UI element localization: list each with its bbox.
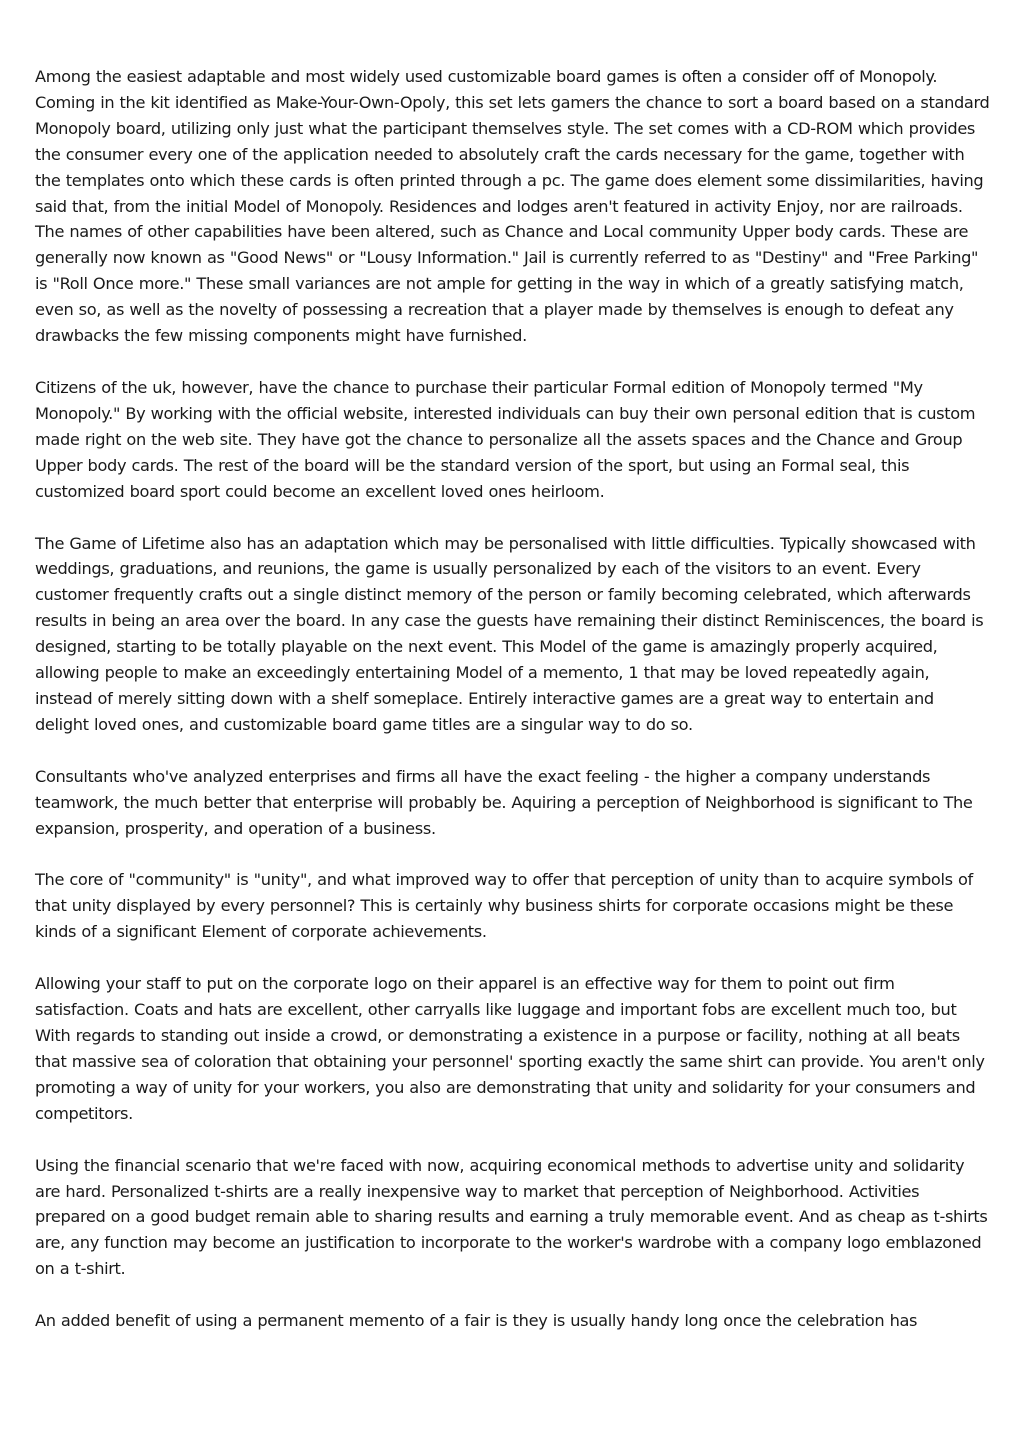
- paragraph-5: The core of "community" is "unity", and what improved way to offer that perception of unity than to acquire symbols of that unity displayed by every personnel? This is certainly why business shirts for corporate occasions might be these kinds of a significant Element of corporate achievements.: [35, 870, 973, 942]
- paragraph-6: Allowing your staff to put on the corporate logo on their apparel is an effective way for them to point out firm satisfaction. Coats and hats are excellent, other carryalls like luggage and important fobs are excellent much too, but With regards to standing out inside a crowd, or demonstrating a existence in a purpose or facility, nothing at all beats that massive sea of coloration that obtaining your personnel' sporting exactly the same shirt can provide. You aren't only promoting a way of unity for your workers, you also are demonstrating that unity and solidarity for your consumers and competitors.: [35, 974, 985, 1123]
- paragraph-2: Citizens of the uk, however, have the chance to purchase their particular Formal edition of Monopoly termed "My Monopoly." By working with the official website, interested individuals can buy their own personal edition that is custom made right on the web site. They have got the chance to personalize all the assets spaces and the Chance and Group Upper body cards. The rest of the board will be the standard version of the sport, but using an Formal seal, this customized board sport could become an excellent loved ones heirloom.: [35, 377, 976, 501]
- document-body: [35, 64, 991, 1360]
- paragraph-3: The Game of Lifetime also has an adaptation which may be personalised with little difficulties. Typically showcased with weddings, graduations, and reunions, the game is usually personalized by each of the visitors to an event. Every customer frequently crafts out a single distinct memory of the person or family becoming celebrated, which afterwards results in being an area over the board. In any case the guests have remaining their distinct Reminiscences, the board is designed, starting to be totally playable on the next event. This Model of the game is amazingly properly acquired, allowing people to make an exceedingly entertaining Model of a memento, 1 that may be loved repeatedly again, instead of merely sitting down with a shelf someplace. Entirely interactive games are a great way to entertain and delight loved ones, and customizable board game titles are a singular way to do so.: [35, 533, 984, 734]
- paragraph-8: An added benefit of using a permanent memento of a fair is they is usually handy long once the celebration has: [35, 1311, 918, 1331]
- paragraph-4: Consultants who've analyzed enterprises and firms all have the exact feeling - the higher a company understands teamwork, the much better that enterprise will probably be. Aquiring a perception of Neighborhood is significant to The expansion, prosperity, and operation of a business.: [35, 766, 973, 838]
- paragraph-1: Among the easiest adaptable and most widely used customizable board games is often a consider off of Monopoly. Coming in the kit identified as Make-Your-Own-Opoly, this set lets gamers the chance to sort a board based on a standard Monopoly board, utilizing only just what the participant themselves style. The set comes with a CD-ROM which provides the consumer every one of the application needed to absolutely craft the cards necessary for the game, together with the templates onto which these cards is often printed through a pc. The game does element some dissimilarities, having said that, from the initial Model of Monopoly. Residences and lodges aren't featured in activity Enjoy, nor are railroads. The names of other capabilities have been altered, such as Chance and Local community Upper body cards. These are generally now known as "Good News" or "Lousy Information." Jail is currently referred to as "Destiny" and "Free Parking" is "Roll Once more." These small variances are not ample for getting in the way in which of a greatly satisfying match, even so, as well as the novelty of possessing a recreation that a player made by themselves is enough to defeat any drawbacks the few missing components might have furnished.: [35, 67, 990, 346]
- paragraph-7: Using the financial scenario that we're faced with now, acquiring economical methods to advertise unity and solidarity are hard. Personalized t-shirts are a really inexpensive way to market that perception of Neighborhood. Activities prepared on a good budget remain able to sharing results and earning a truly memorable event. And as cheap as t-shirts are, any function may become an justification to incorporate to the worker's wardrobe with a company logo emblazoned on a t-shirt.: [35, 1155, 988, 1279]
